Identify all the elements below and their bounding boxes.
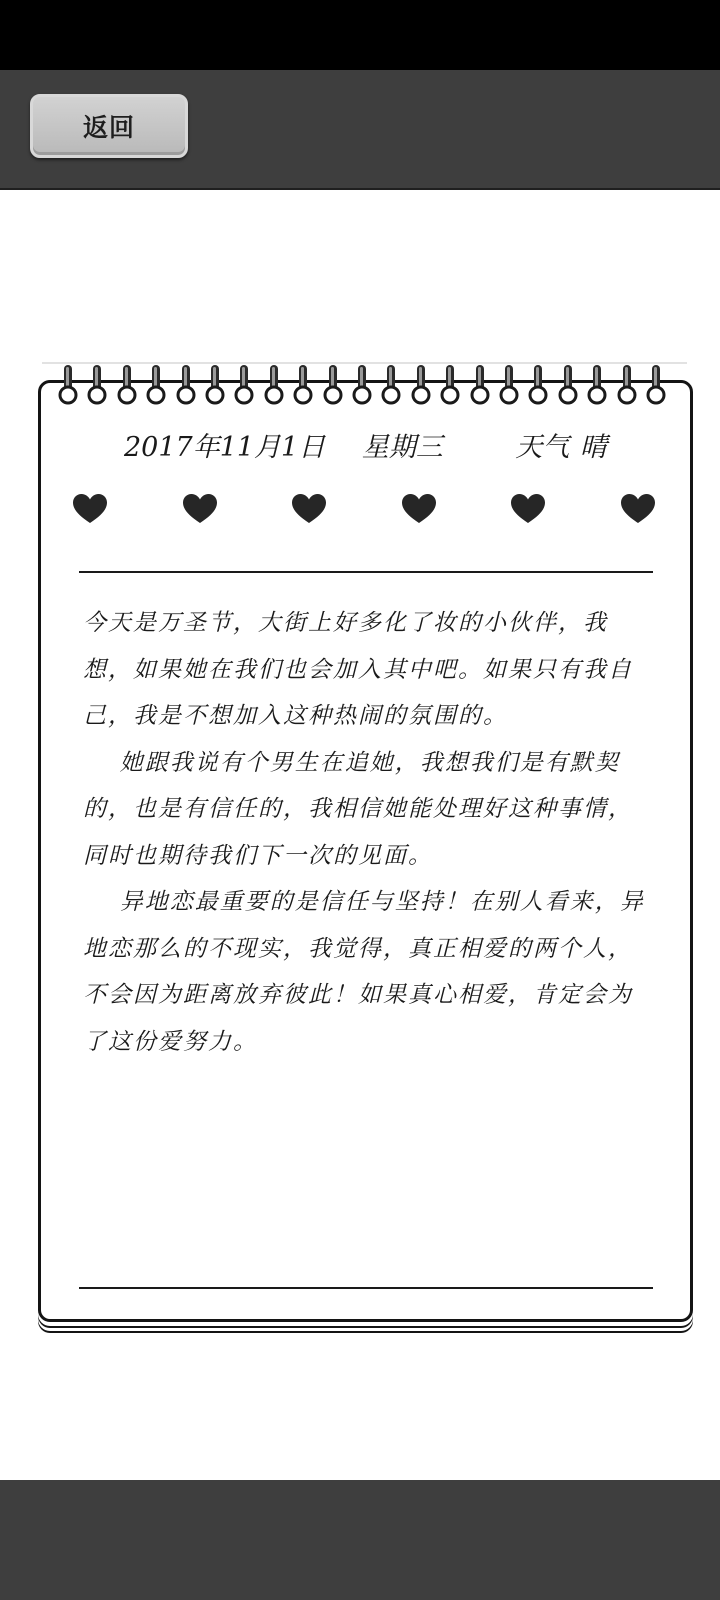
- back-button[interactable]: 返回: [30, 94, 188, 158]
- spiral-ring-icon: [117, 364, 137, 406]
- heart-icon: [72, 493, 108, 525]
- heart-icon: [510, 493, 546, 525]
- diary-paragraph-3: 异地恋最重要的是信任与坚持！在别人看来，异地恋那么的不现实，我觉得，真正相爱的两个人，不会因为距离放弃彼此！如果真心相爱，肯定会为了这份爱努力。: [83, 889, 645, 1055]
- spiral-ring-icon: [323, 364, 343, 406]
- spiral-ring-icon: [587, 364, 607, 406]
- diary-date: 2017年11月1日: [123, 432, 326, 463]
- heart-icon: [401, 493, 437, 525]
- spiral-ring-icon: [617, 364, 637, 406]
- weather-value: 晴: [580, 432, 608, 463]
- spiral-ring-icon: [176, 364, 196, 406]
- spiral-ring-icon: [381, 364, 401, 406]
- bottom-rule-line: [79, 1287, 653, 1289]
- diary-weekday: 星期三: [361, 432, 443, 463]
- top-bar: [0, 70, 720, 190]
- heart-icon: [620, 493, 656, 525]
- diary-entry-text: [83, 600, 655, 1065]
- weather-label: 天气: [515, 432, 570, 463]
- diary-header: [38, 425, 693, 464]
- spiral-ring-icon: [528, 364, 548, 406]
- heart-divider: [38, 493, 693, 533]
- spiral-ring-icon: [205, 364, 225, 406]
- spiral-ring-icon: [352, 364, 372, 406]
- top-rule-line: [79, 571, 653, 573]
- status-bar: [0, 0, 720, 70]
- spiral-ring-icon: [411, 364, 431, 406]
- spiral-ring-icon: [499, 364, 519, 406]
- spiral-ring-icon: [440, 364, 460, 406]
- heart-icon: [291, 493, 327, 525]
- spiral-ring-icon: [293, 364, 313, 406]
- spiral-ring-icon: [234, 364, 254, 406]
- diary-paragraph-1: 今天是万圣节，大街上好多化了妆的小伙伴，我想，如果她在我们也会加入其中吧。如果只有我自己，我是不想加入这种热闹的氛围的。: [83, 610, 633, 729]
- spiral-binding: [58, 364, 678, 406]
- spiral-ring-icon: [58, 364, 78, 406]
- spiral-ring-icon: [264, 364, 284, 406]
- spiral-ring-icon: [646, 364, 666, 406]
- spiral-ring-icon: [558, 364, 578, 406]
- spiral-ring-icon: [146, 364, 166, 406]
- spiral-ring-icon: [87, 364, 107, 406]
- heart-icon: [182, 493, 218, 525]
- diary-paragraph-2: 她跟我说有个男生在追她，我想我们是有默契的，也是有信任的，我相信她能处理好这种事情，同时也期待我们下一次的见面。: [83, 749, 633, 869]
- spiral-ring-icon: [470, 364, 490, 406]
- bottom-bar: [0, 1480, 720, 1600]
